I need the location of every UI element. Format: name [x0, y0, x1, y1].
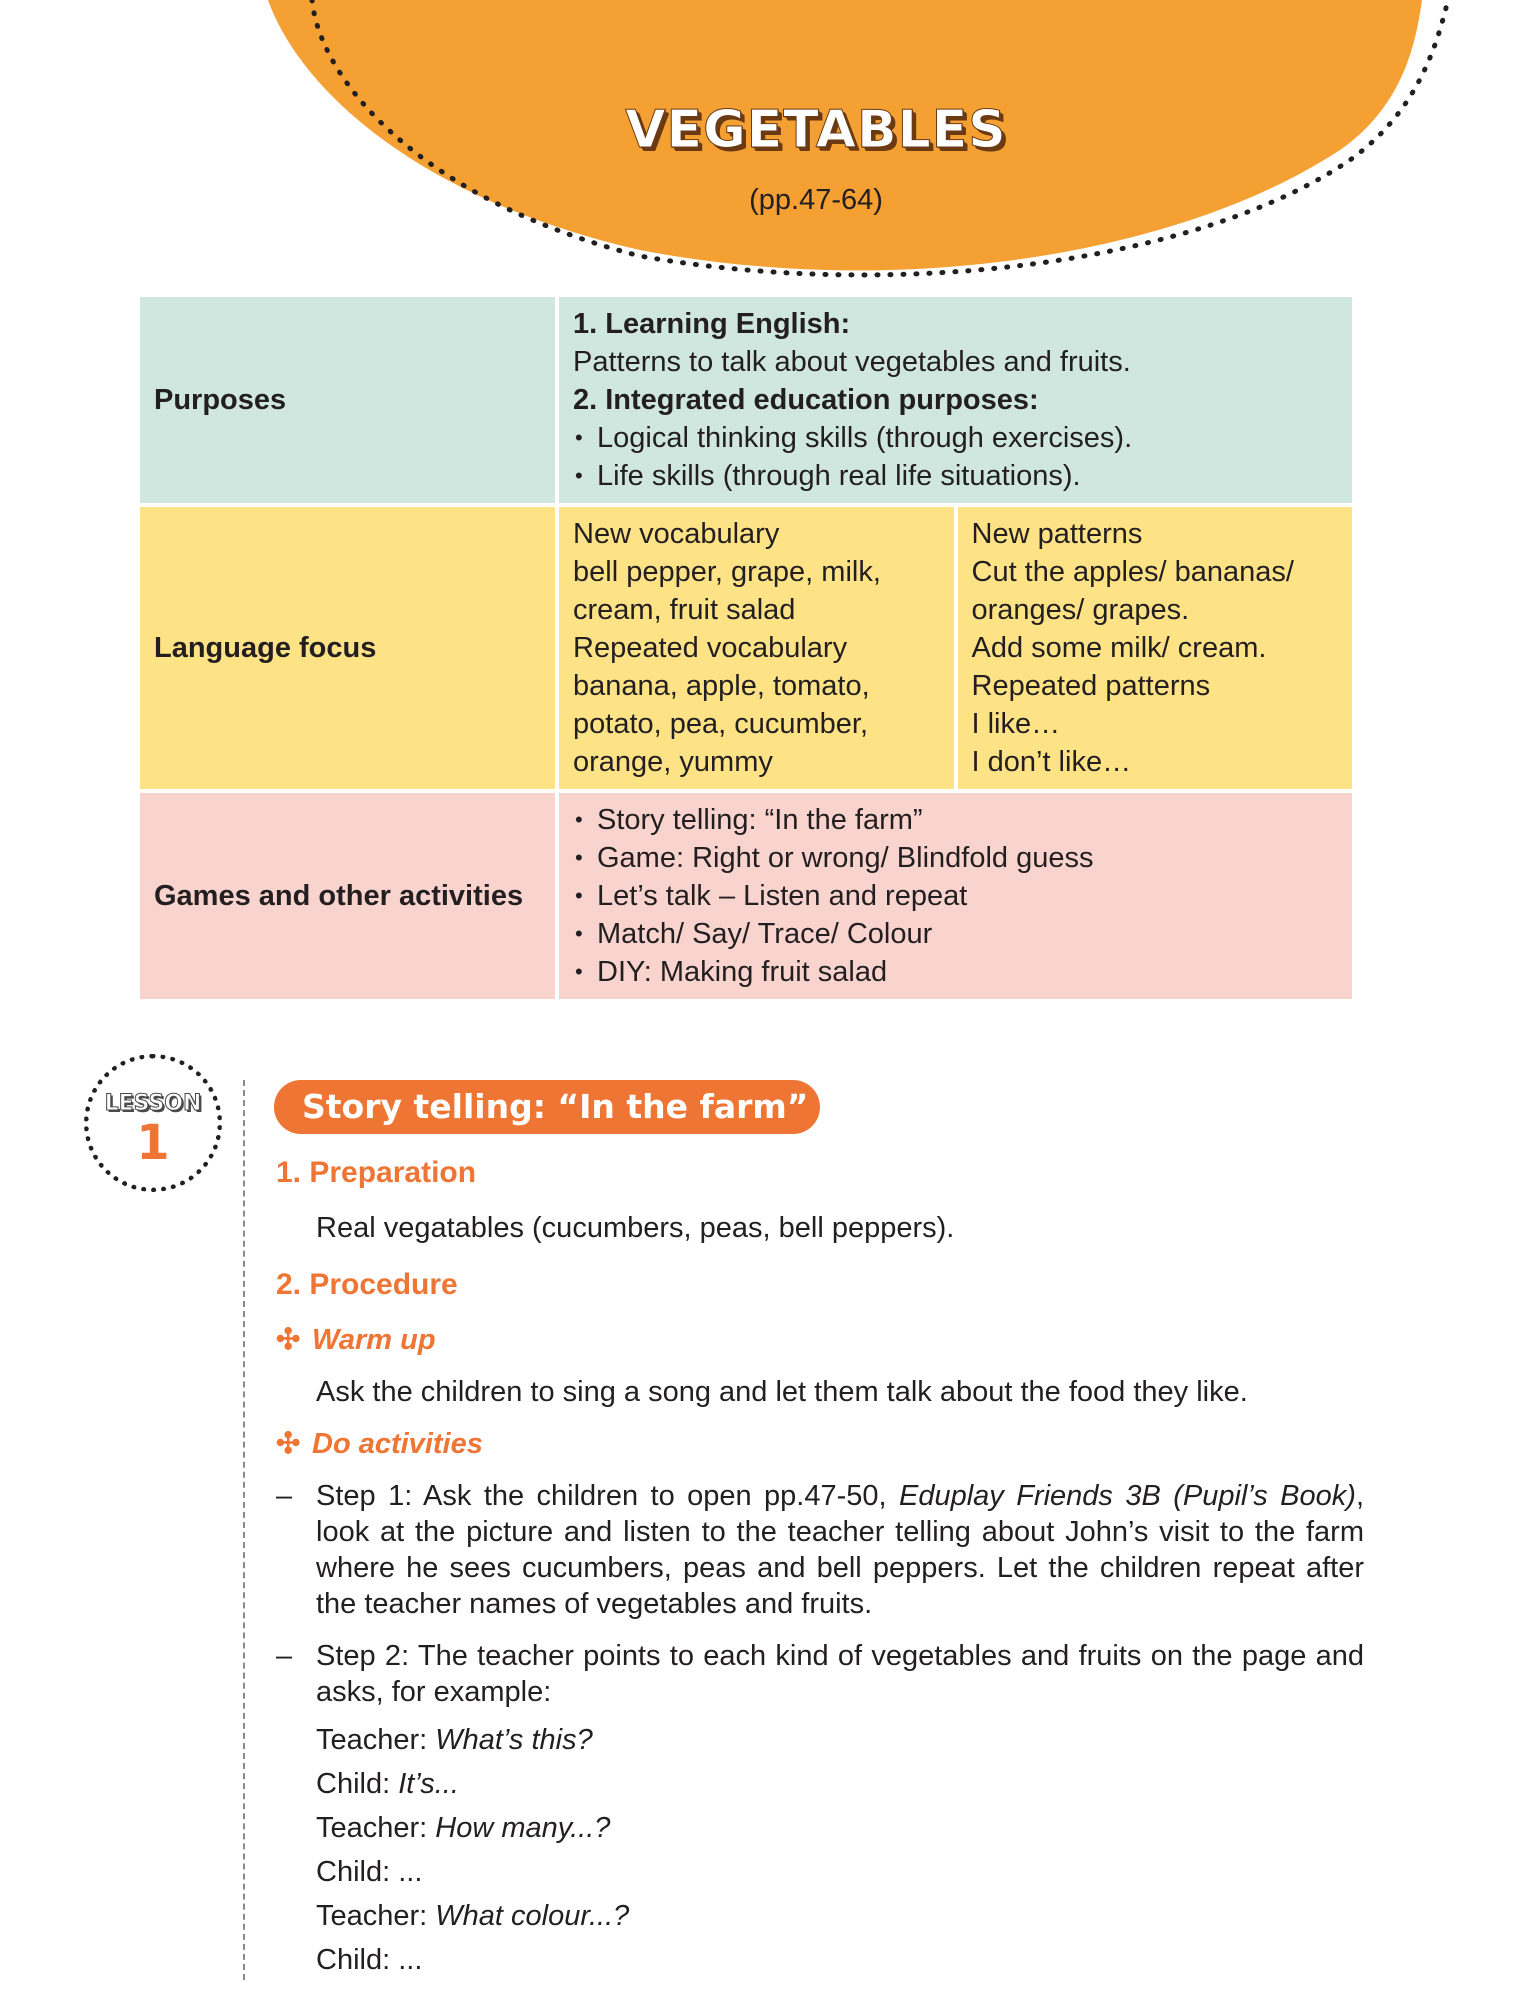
purposes-row	[138, 295, 1354, 505]
list-item: • Story telling: “In the farm”	[573, 801, 1338, 839]
repeated-patterns-2: I don’t like…	[971, 746, 1132, 778]
activities-heading-label: Do activities	[312, 1428, 483, 1460]
step-1-text-b: , look at the picture and listen to the teacher telling about John’s visit to the farm where he sees cucumbers, peas and bell peppers. Let the children repeat after the teacher names of vegetables and fruits.	[316, 1480, 1364, 1620]
dialog-line	[316, 1806, 629, 1850]
warmup-heading-label: Warm up	[312, 1324, 436, 1356]
section-divider-line	[243, 1080, 245, 1980]
repeated-patterns-title: Repeated patterns	[971, 670, 1211, 702]
language-focus-content	[557, 505, 1354, 791]
dialog-text: It’s...	[398, 1768, 459, 1800]
dialog-text: What colour...?	[435, 1900, 630, 1932]
dialog-line	[316, 1762, 629, 1806]
dialog	[316, 1718, 629, 1982]
dash-bullet: –	[276, 1640, 293, 1672]
preparation-heading: 1. Preparation	[276, 1156, 477, 1189]
new-patterns-2: Add some milk/ cream.	[971, 632, 1267, 664]
lesson-title: Story telling: “In the farm”	[274, 1080, 820, 1134]
new-vocabulary: bell pepper, grape, milk, cream, fruit salad	[573, 556, 881, 626]
warmup-heading	[276, 1322, 436, 1357]
step-1-book-title: Eduplay Friends 3B (Pupil’s Book)	[899, 1480, 1356, 1512]
dialog-line	[316, 1850, 629, 1894]
games-content	[557, 791, 1354, 1001]
lesson-badge-number: 1	[136, 1115, 170, 1171]
purposes-content	[557, 295, 1354, 505]
dialog-text: What’s this?	[435, 1724, 593, 1756]
step-2-text: Step 2: The teacher points to each kind of vegetables and fruits on the page and asks, for example:	[316, 1640, 1364, 1708]
games-row	[138, 791, 1354, 1001]
diamond-bullet-icon: ✣	[276, 1428, 301, 1460]
purposes-heading-1: 1. Learning English:	[573, 308, 851, 340]
repeated-vocabulary-title: Repeated vocabulary	[573, 632, 848, 664]
page-title: VEGETABLES	[625, 100, 1007, 160]
list-item: • Let’s talk – Listen and repeat	[573, 877, 1338, 915]
dialog-line	[316, 1718, 629, 1762]
games-label: Games and other activities	[138, 791, 557, 1001]
step-2	[276, 1638, 1364, 1710]
activities-heading	[276, 1426, 483, 1461]
dialog-text: ...	[398, 1944, 423, 1976]
dialog-text: ...	[398, 1856, 423, 1888]
purposes-heading-2: 2. Integrated education purposes:	[573, 384, 1039, 416]
step-1-text-a: Step 1: Ask the children to open pp.47-50,	[316, 1480, 887, 1512]
dialog-speaker: Teacher:	[316, 1724, 428, 1756]
repeated-vocabulary: banana, apple, tomato, potato, pea, cucumber, orange, yummy	[573, 670, 870, 778]
new-patterns-1: Cut the apples/ bananas/ oranges/ grapes.	[971, 556, 1294, 626]
purposes-text-1: Patterns to talk about vegetables and fruits.	[573, 346, 1131, 378]
warmup-text: Ask the children to sing a song and let them talk about the food they like.	[316, 1376, 1248, 1408]
list-item: • DIY: Making fruit salad	[573, 953, 1338, 991]
language-focus-row	[138, 505, 1354, 791]
lesson-badge	[84, 1054, 222, 1192]
lesson-badge-word: LESSON	[104, 1091, 202, 1116]
procedure-heading: 2. Procedure	[276, 1268, 458, 1301]
dialog-speaker: Teacher:	[316, 1900, 428, 1932]
dialog-line	[316, 1938, 629, 1982]
list-item: • Match/ Say/ Trace/ Colour	[573, 915, 1338, 953]
dialog-speaker: Teacher:	[316, 1812, 428, 1844]
repeated-patterns-1: I like…	[971, 708, 1061, 740]
new-vocabulary-title: New vocabulary	[573, 518, 780, 550]
dialog-text: How many...?	[435, 1812, 611, 1844]
dialog-line	[316, 1894, 629, 1938]
language-focus-label: Language focus	[138, 505, 557, 791]
list-item: • Life skills (through real life situations).	[573, 457, 1338, 495]
dialog-speaker: Child:	[316, 1944, 391, 1976]
preparation-text: Real vegatables (cucumbers, peas, bell peppers).	[316, 1212, 955, 1244]
dash-bullet: –	[276, 1480, 293, 1512]
new-patterns-title: New patterns	[971, 518, 1143, 550]
list-item: • Game: Right or wrong/ Blindfold guess	[573, 839, 1338, 877]
diamond-bullet-icon: ✣	[276, 1324, 301, 1356]
dialog-speaker: Child:	[316, 1856, 391, 1888]
overview-table	[136, 293, 1356, 1003]
page-range: (pp.47-64)	[749, 184, 883, 216]
purposes-label: Purposes	[138, 295, 557, 505]
dialog-speaker: Child:	[316, 1768, 391, 1800]
step-1	[276, 1478, 1364, 1622]
list-item: • Logical thinking skills (through exercises).	[573, 419, 1338, 457]
